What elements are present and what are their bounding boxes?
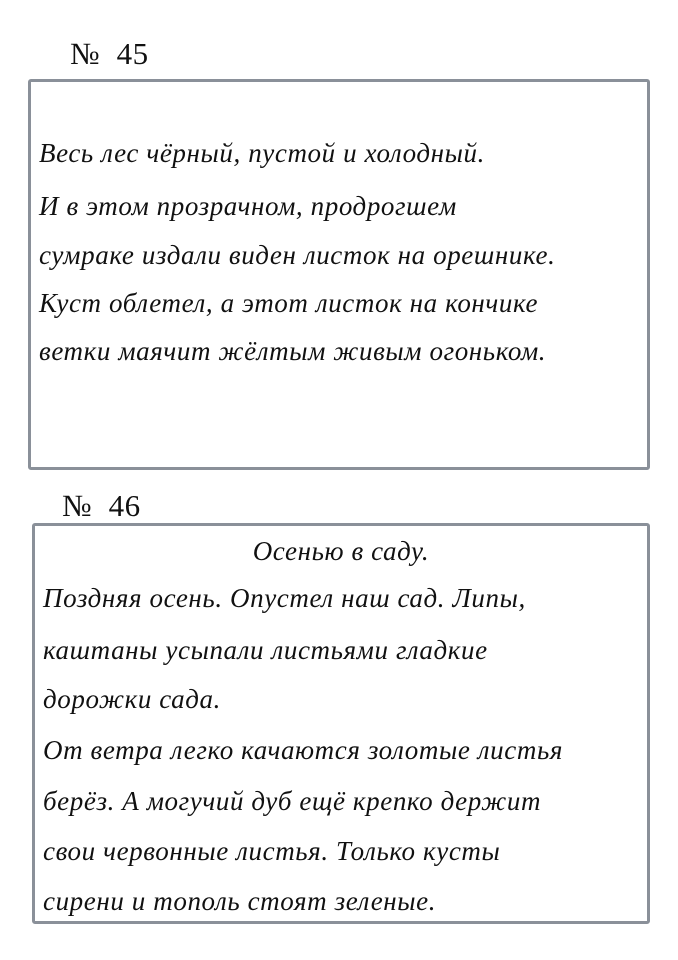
text-line: От ветра легко качаются золотые листья bbox=[43, 735, 563, 765]
text-line: свои червонные листья. Только кусты bbox=[43, 836, 501, 866]
exercise-number-45: № 45 bbox=[70, 36, 149, 71]
text-line: каштаны усыпали листьями гладкие bbox=[43, 635, 488, 665]
text-line: берёз. А могучий дуб ещё крепко держит bbox=[43, 786, 542, 816]
exercise-card-45 bbox=[28, 79, 650, 470]
text-line: сирени и тополь стоят зеленые. bbox=[43, 886, 437, 916]
text-line: сумраке издали виден листок на орешнике. bbox=[39, 240, 556, 270]
text-line: И в этом прозрачном, продрогшем bbox=[39, 191, 457, 221]
text-line: ветки маячит жёлтым живым огоньком. bbox=[39, 336, 547, 366]
text-line: дорожки сада. bbox=[43, 684, 221, 714]
text-title: Осенью в саду. bbox=[252, 536, 430, 566]
exercise-card-46 bbox=[32, 523, 650, 924]
text-line: Куст облетел, а этот листок на кончике bbox=[39, 288, 539, 318]
text-line: Поздняя осень. Опустел наш сад. Липы, bbox=[43, 583, 526, 613]
exercise-number-46: № 46 bbox=[62, 488, 141, 523]
text-line: Весь лес чёрный, пустой и холодный. bbox=[39, 138, 485, 168]
